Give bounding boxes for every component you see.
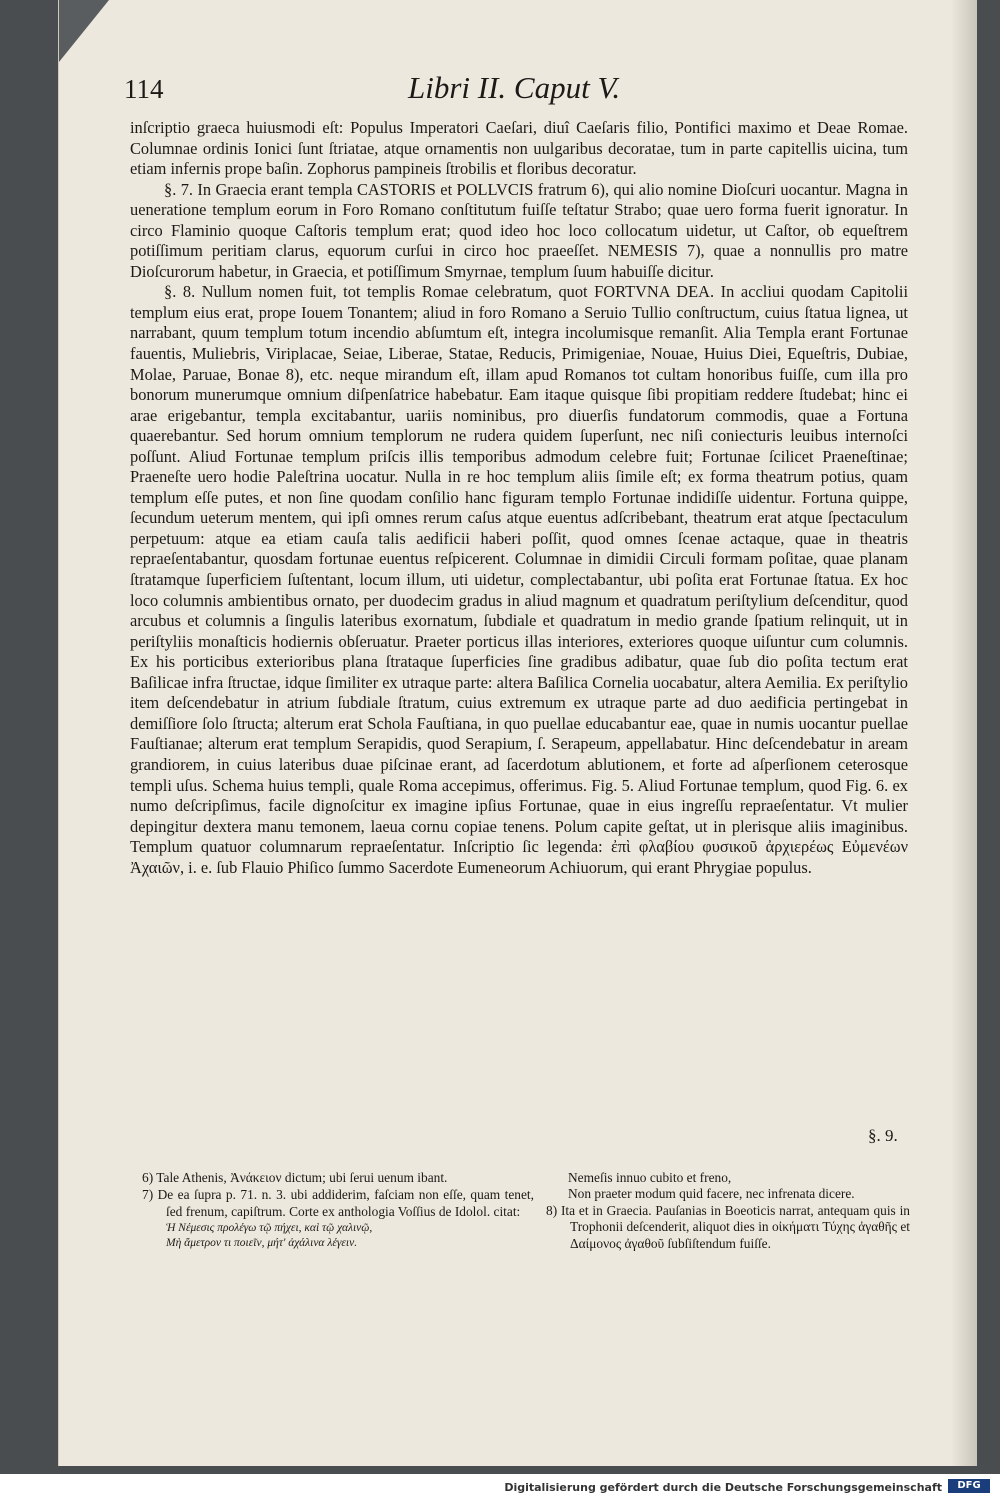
digitization-credit: Digitalisierung gefördert durch die Deutsche Forschungsgemeinschaft: [504, 1481, 942, 1494]
paragraph-section-8: §. 8. Nullum nomen fuit, tot templis Romae celebratum, quot FORTVNA DEA. In accliui quodam Capitolii templum eius erat, prope Iouem Tonantem; aliud in foro Romano a Seruio Tullio conſtructum, cuius ſtatua lignea, ut narrabant, quum templum totum incendio abſumtum eſt, integra incolumisque remanſit. Alia Templa erant Fortunae fauentis, Muliebris, Viriplacae, Seiae, Liberae, Statae, Reducis, Primigeniae, Nouae, Huius Diei, Equeſtris, Dubiae, Molae, Paruae, Bonae 8), etc. neque mirandum eſt, illam apud Romanos tot cultam honoribus fuiſſe, cum illa pro bonorum munerumque omnium diſpenſatrice habebatur. Eam itaque quisque ſibi propitiam reddere ſtudebat; hinc ei arae erigebantur, templa excitabantur, uariis nominibus, pro diuerſis fundatorum commodis, quae a Fortuna quaerebantur. Sed horum omnium templorum ne rudera quidem ſuperſunt, nec niſi coniecturis leuibus internoſci poſſunt. Aliud Fortunae templum priſcis illis temporibus admodum celebre fuit; Fortunae ſcilicet Praeneſtinae; Praeneſte uero hodie Paleſtrina uocatur. Nulla in re hoc templum aliis ſimile eſt; ex forma theatrum potius, quam templum eſſe putes, et non ſine quodam conſilio hanc figuram templo Fortunae indidiſſe uidentur. Fortuna quippe, ſecundum ueterum mentem, qui ipſi omnes rerum caſus atque euentus adſcribebant, theatrum erat atque ſpectaculum perpetuum: atque ea etiam cauſa talis aedificii haberi poſſit, quod omnes ſcenae actaque, quae in theatris repraeſentabantur, quosdam fortunae euentus reſpicerent. Columnae in dimidii Circuli formam poſitae, quae planam ſtratamque ſuperficiem ſuſtentant, locum illum, uti uidetur, complectabantur, ubi poſita erat Fortunae ſtatua. Ex hoc loco columnis ambientibus ornato, per duodecim gradus in aliud magnum et quadratum periſtylium deſcenditur, quod arcubus et columnis a ſingulis lateribus exornatum, ſubdiale et quadratum in medio grande ſpatium relinquit, ut in periſtyliis monaſticis hodiernis obſeruatur. Praeter porticus illas interiores, exteriores quoque uiſuntur cum columnis. Ex his porticibus exterioribus plana ſtrataque ſuperficies ſine gradibus adibatur, quae ſub dio poſita tectum erat Baſilicae infra ſtructae, idque ſimiliter ex utraque parte: altera Baſilica Cornelia uocabatur, altera Aemilia. Ex periſtylio item deſcendebatur in atrium ſubdiale ſtratum, cuius extremum ex utraque parte ad duo aedificia pertingebat in demiſſiore ſolo ſtructa; alterum erat Schola Fauſtiana, in quo puellae educabantur eae, quae in numis uocantur puellae Fauſtianae; alterum erat templum Serapidis, quod Serapium, ſ. Serapeum, appellabatur. Hinc deſcendebatur in aream grandiorem, in cuius lateribus duae piſcinae erant, ad ſacerdotum ablutionem, et forte ad aſperſionem ceterosque templi uſus. Schema huius templi, quale Roma accepimus, offerimus. Fig. 5. Aliud Fortunae templum, quod Fig. 6. ex numo deſcripſimus, facile dignoſcitur ex imagine ipſius Fortunae, quae in eius ingreſſu repraeſentatur. Vt mulier depingitur dextera manu temonem, laeua cornu copiae tenens. Polum capite geſtat, ut in plerisque aliis imaginibus. Templum quatuor columnarum repraeſentatur. Inſcriptio ſic legenda: ἐπὶ φλαβίου φυσικοῦ ἀρχιερέως Εὐμενέων Ἀχαιῶν, i. e. ſub Flauio Phiſico ſummo Sacerdote Eumeneorum Achiuorum, qui erant Phrygiae populus.: [130, 282, 908, 877]
catchword: §. 9.: [868, 1126, 898, 1145]
running-head: Libri II. Caput V.: [408, 70, 621, 105]
footnote-7-verse-1: Nemeſis innuo cubito et freno,: [568, 1170, 732, 1185]
paragraph-inscription: inſcriptio graeca huiusmodi eſt: Populus Imperatori Caeſari, diuî Caeſaris filio, Pontifici maximo et Deae Romae. Columnae ordinis Ionici ſunt ſtriatae, atque ornamentis non uulgaribus decoratae, tum in parte capitellis uicina, tum etiam infernis prope baſin. Zophorus pampineis ſtrobilis et floribus decoratur.: [130, 118, 908, 179]
footnote-6: 6) Tale Athenis, Ἀνάκειον dictum; ubi ſerui uenum ibant.: [142, 1170, 448, 1185]
footnotes-right-column: [546, 1170, 910, 1253]
footnote-7-verse-2: Non praeter modum quid facere, nec infrenata dicere.: [568, 1186, 855, 1202]
main-text: [130, 118, 908, 878]
page-gutter-shadow: [951, 0, 977, 1466]
torn-page-corner: [59, 0, 109, 62]
paragraph-section-7: §. 7. In Graecia erant templa CASTORIS et POLLVCIS fratrum 6), qui alio nomine Dioſcuri uocantur. Magna in ueneratione templum eorum in Foro Romano conſtitutum fuiſſe teſtatur Strabo; quae uero forma fuerit ignoratur. In circo Flaminio quoque Caſtoris templum erat; quod ideo hoc loco collocatum uidetur, ut Caſtor, ob equeſtrem potiſſimum peritiam clarus, equorum curſui in circo hoc praeeſſet. NEMESIS 7), quae a nonnullis pro matre Dioſcurorum habetur, in Graecia, et potiſſimum Smyrnae, templum ſuum habuiſſe dicitur.: [130, 179, 908, 281]
footnotes-left-column: [142, 1170, 534, 1251]
page-number: 114: [124, 74, 164, 104]
footnote-7-greek-line-1: Ἡ Νέμεσις προλέγω τῷ πήχει, καὶ τῷ χαλινῷ,: [166, 1222, 373, 1235]
footnote-7-greek-line-2: Μὴ ἄμετρον τι ποιεῖν, μήτ' ἀχάλινα λέγειν.: [166, 1237, 358, 1250]
footnote-8: 8) Ita et in Graecia. Pauſanias in Boeoticis narrat, antequam quis in Trophonii deſcenderit, aliquot dies in οἰκήματι Τύχης ἀγαθῆς et Δαίμονος ἀγαθοῦ ſubſiſtendum fuiſſe.: [546, 1202, 910, 1251]
dfg-logo: DFG: [948, 1479, 990, 1493]
footnote-7: 7) De ea ſupra p. 71. n. 3. ubi addiderim, faſciam non eſſe, quam tenet, ſed frenum, capiſtrum. Corte ex anthologia Voſſius de Idolol. citat:: [142, 1187, 534, 1219]
